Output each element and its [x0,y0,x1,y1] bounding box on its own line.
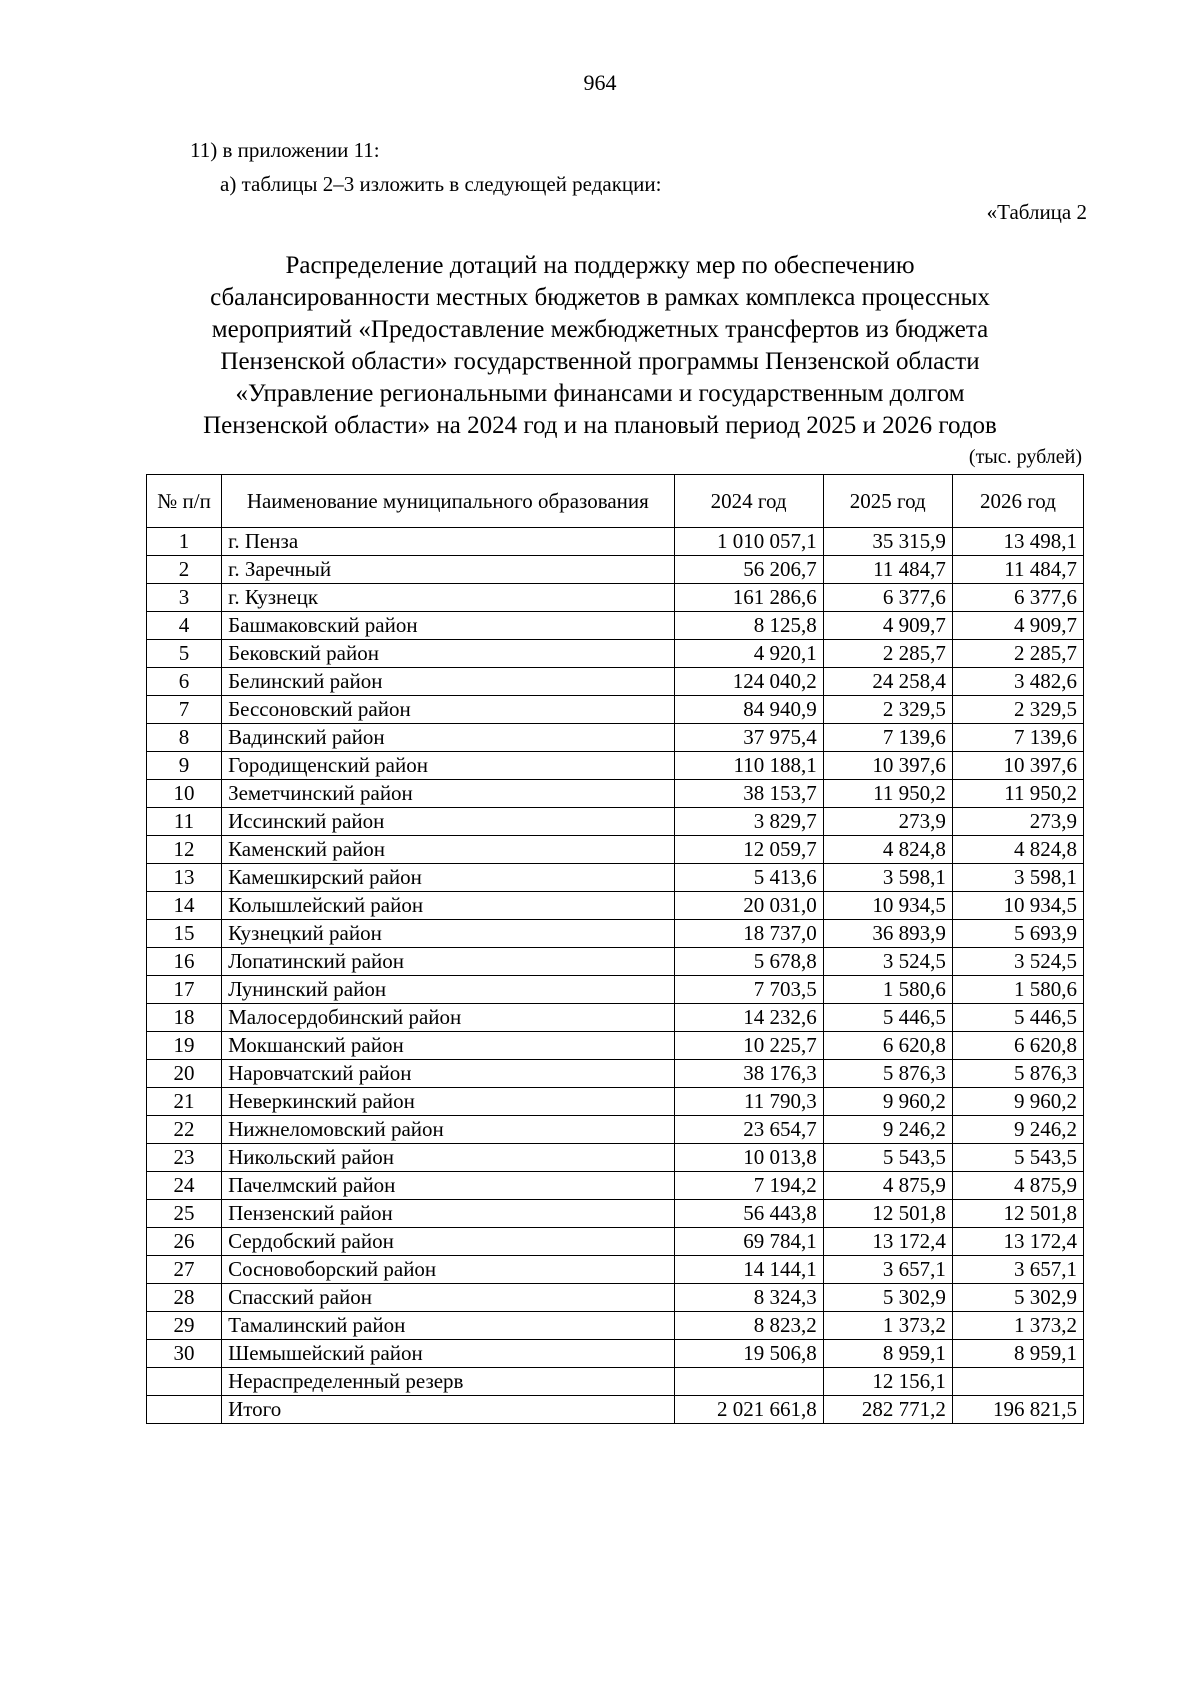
value-2026: 12 501,8 [952,1200,1083,1228]
value-2024: 56 206,7 [674,556,823,584]
value-2024: 23 654,7 [674,1116,823,1144]
table-row [147,1032,1084,1060]
municipality-name: Земетчинский район [222,780,674,808]
value-2026: 5 876,3 [952,1060,1083,1088]
value-2025: 2 285,7 [823,640,952,668]
value-2025: 282 771,2 [823,1396,952,1424]
value-2024: 8 324,3 [674,1284,823,1312]
units-label: (тыс. рублей) [968,446,1082,468]
value-2025: 4 875,9 [823,1172,952,1200]
value-2026: 11 950,2 [952,780,1083,808]
value-2024: 8 823,2 [674,1312,823,1340]
row-number: 12 [147,836,222,864]
municipality-name: Шемышейский район [222,1340,674,1368]
table-body [147,528,1084,1424]
value-2025: 5 446,5 [823,1004,952,1032]
row-number: 15 [147,920,222,948]
value-2024: 10 013,8 [674,1144,823,1172]
value-2025: 13 172,4 [823,1228,952,1256]
value-2024 [674,1368,823,1396]
municipality-name: Наровчатский район [222,1060,674,1088]
header-2026: 2026 год [952,475,1083,528]
row-number: 2 [147,556,222,584]
row-number: 3 [147,584,222,612]
table-row [147,1256,1084,1284]
value-2026: 9 246,2 [952,1116,1083,1144]
value-2025: 4 909,7 [823,612,952,640]
row-number: 20 [147,1060,222,1088]
table-row [147,780,1084,808]
value-2026: 3 657,1 [952,1256,1083,1284]
row-number: 22 [147,1116,222,1144]
table-row [147,836,1084,864]
value-2024: 2 021 661,8 [674,1396,823,1424]
row-number: 21 [147,1088,222,1116]
value-2024: 84 940,9 [674,696,823,724]
value-2024: 14 144,1 [674,1256,823,1284]
value-2026: 5 302,9 [952,1284,1083,1312]
row-number [147,1396,222,1424]
table-row [147,864,1084,892]
value-2024: 8 125,8 [674,612,823,640]
value-2026: 13 498,1 [952,528,1083,556]
value-2026: 3 598,1 [952,864,1083,892]
value-2026: 6 620,8 [952,1032,1083,1060]
value-2026: 1 373,2 [952,1312,1083,1340]
value-2026: 7 139,6 [952,724,1083,752]
value-2024: 11 790,3 [674,1088,823,1116]
row-number: 7 [147,696,222,724]
municipality-name: Бессоновский район [222,696,674,724]
municipality-name: г. Кузнецк [222,584,674,612]
value-2026: 4 824,8 [952,836,1083,864]
value-2026: 5 693,9 [952,920,1083,948]
table-row [147,556,1084,584]
value-2024: 18 737,0 [674,920,823,948]
value-2026: 8 959,1 [952,1340,1083,1368]
municipality-name: Мокшанский район [222,1032,674,1060]
value-2026: 11 484,7 [952,556,1083,584]
value-2025: 4 824,8 [823,836,952,864]
table-row [147,1144,1084,1172]
appendix-line: 11) в приложении 11: [190,138,380,162]
table-row [147,808,1084,836]
value-2026: 5 446,5 [952,1004,1083,1032]
table-row [147,668,1084,696]
row-number: 17 [147,976,222,1004]
municipality-name: Каменский район [222,836,674,864]
title-line: сбалансированности местных бюджетов в рамках комплекса процессных [210,284,990,311]
value-2026: 10 397,6 [952,752,1083,780]
value-2024: 124 040,2 [674,668,823,696]
value-2026: 4 909,7 [952,612,1083,640]
table-header-row [147,475,1084,528]
table-row [147,724,1084,752]
table-row [147,1116,1084,1144]
table-label: «Таблица 2 [986,200,1087,224]
value-2026: 3 524,5 [952,948,1083,976]
municipality-name: Малосердобинский район [222,1004,674,1032]
value-2026: 13 172,4 [952,1228,1083,1256]
value-2024: 56 443,8 [674,1200,823,1228]
header-municipality: Наименование муниципального образования [222,475,674,528]
table-row [147,1340,1084,1368]
value-2024: 20 031,0 [674,892,823,920]
table-row [147,1088,1084,1116]
municipality-name: Никольский район [222,1144,674,1172]
municipality-name: Иссинский район [222,808,674,836]
value-2025: 6 377,6 [823,584,952,612]
table-row [147,1004,1084,1032]
row-number [147,1368,222,1396]
value-2024: 10 225,7 [674,1032,823,1060]
municipality-name: Лопатинский район [222,948,674,976]
row-number: 16 [147,948,222,976]
value-2026: 10 934,5 [952,892,1083,920]
table-row [147,920,1084,948]
value-2025: 5 876,3 [823,1060,952,1088]
row-number: 24 [147,1172,222,1200]
value-2025: 273,9 [823,808,952,836]
row-number: 9 [147,752,222,780]
row-number: 14 [147,892,222,920]
value-2024: 69 784,1 [674,1228,823,1256]
value-2024: 12 059,7 [674,836,823,864]
municipality-name: Кузнецкий район [222,920,674,948]
municipality-name: Камешкирский район [222,864,674,892]
municipality-name: Лунинский район [222,976,674,1004]
row-number: 5 [147,640,222,668]
value-2026: 196 821,5 [952,1396,1083,1424]
value-2025: 2 329,5 [823,696,952,724]
municipality-name: Пачелмский район [222,1172,674,1200]
table-row [147,1312,1084,1340]
row-number: 23 [147,1144,222,1172]
value-2024: 5 678,8 [674,948,823,976]
value-2024: 3 829,7 [674,808,823,836]
row-number: 27 [147,1256,222,1284]
table-row [147,1200,1084,1228]
row-number: 25 [147,1200,222,1228]
row-number: 18 [147,1004,222,1032]
instruction-line: а) таблицы 2–3 изложить в следующей редакции: [220,172,662,196]
row-number: 19 [147,1032,222,1060]
value-2026: 3 482,6 [952,668,1083,696]
value-2025: 6 620,8 [823,1032,952,1060]
value-2025: 3 524,5 [823,948,952,976]
municipality-name: Итого [222,1396,674,1424]
value-2025: 5 543,5 [823,1144,952,1172]
municipality-name: Спасский район [222,1284,674,1312]
table-row [147,696,1084,724]
value-2024: 7 194,2 [674,1172,823,1200]
row-number: 10 [147,780,222,808]
value-2024: 37 975,4 [674,724,823,752]
municipality-name: г. Заречный [222,556,674,584]
value-2025: 8 959,1 [823,1340,952,1368]
table-row [147,1172,1084,1200]
value-2024: 161 286,6 [674,584,823,612]
municipality-name: Сердобский район [222,1228,674,1256]
municipality-name: Башмаковский район [222,612,674,640]
value-2024: 38 153,7 [674,780,823,808]
row-number: 29 [147,1312,222,1340]
value-2025: 11 950,2 [823,780,952,808]
municipality-name: Пензенский район [222,1200,674,1228]
table-row [147,1228,1084,1256]
distribution-table [146,474,1084,1424]
header-2024: 2024 год [674,475,823,528]
value-2025: 10 934,5 [823,892,952,920]
value-2026: 1 580,6 [952,976,1083,1004]
table-row [147,752,1084,780]
municipality-name: Вадинский район [222,724,674,752]
row-number: 1 [147,528,222,556]
value-2026: 2 329,5 [952,696,1083,724]
header-number: № п/п [147,475,222,528]
value-2025: 5 302,9 [823,1284,952,1312]
table-row [147,1368,1084,1396]
value-2024: 19 506,8 [674,1340,823,1368]
row-number: 13 [147,864,222,892]
header-2025: 2025 год [823,475,952,528]
value-2025: 3 657,1 [823,1256,952,1284]
value-2024: 4 920,1 [674,640,823,668]
value-2025: 12 501,8 [823,1200,952,1228]
value-2025: 24 258,4 [823,668,952,696]
table-row [147,612,1084,640]
table-row [147,640,1084,668]
title-line: «Управление региональными финансами и государственным долгом [235,380,965,407]
table-row [147,948,1084,976]
title-line: Пензенской области» государственной программы Пензенской области [220,348,980,375]
value-2026: 9 960,2 [952,1088,1083,1116]
row-number: 8 [147,724,222,752]
value-2025: 10 397,6 [823,752,952,780]
row-number: 28 [147,1284,222,1312]
municipality-name: Нижнеломовский район [222,1116,674,1144]
value-2026 [952,1368,1083,1396]
row-number: 30 [147,1340,222,1368]
title-line: Распределение дотаций на поддержку мер по обеспечению [285,252,915,279]
value-2025: 11 484,7 [823,556,952,584]
municipality-name: Сосновоборский район [222,1256,674,1284]
value-2024: 38 176,3 [674,1060,823,1088]
value-2025: 9 960,2 [823,1088,952,1116]
municipality-name: Городищенский район [222,752,674,780]
value-2024: 1 010 057,1 [674,528,823,556]
title-line: мероприятий «Предоставление межбюджетных трансфертов из бюджета [211,316,989,343]
value-2024: 14 232,6 [674,1004,823,1032]
value-2026: 273,9 [952,808,1083,836]
value-2025: 1 373,2 [823,1312,952,1340]
value-2026: 5 543,5 [952,1144,1083,1172]
municipality-name: Бековский район [222,640,674,668]
value-2024: 7 703,5 [674,976,823,1004]
title-line: Пензенской области» на 2024 год и на плановый период 2025 и 2026 годов [203,412,997,439]
municipality-name: г. Пенза [222,528,674,556]
value-2025: 3 598,1 [823,864,952,892]
table-row [147,976,1084,1004]
table-row [147,892,1084,920]
table-row [147,1396,1084,1424]
value-2026: 2 285,7 [952,640,1083,668]
row-number: 6 [147,668,222,696]
document-title [130,250,1070,442]
row-number: 11 [147,808,222,836]
value-2025: 9 246,2 [823,1116,952,1144]
value-2025: 35 315,9 [823,528,952,556]
value-2026: 4 875,9 [952,1172,1083,1200]
value-2025: 7 139,6 [823,724,952,752]
row-number: 26 [147,1228,222,1256]
municipality-name: Тамалинский район [222,1312,674,1340]
table-row [147,1284,1084,1312]
municipality-name: Белинский район [222,668,674,696]
table-row [147,1060,1084,1088]
municipality-name: Неверкинский район [222,1088,674,1116]
value-2025: 36 893,9 [823,920,952,948]
table-row [147,528,1084,556]
value-2025: 12 156,1 [823,1368,952,1396]
municipality-name: Нераспределенный резерв [222,1368,674,1396]
municipality-name: Колышлейский район [222,892,674,920]
table-row [147,584,1084,612]
value-2024: 110 188,1 [674,752,823,780]
value-2024: 5 413,6 [674,864,823,892]
row-number: 4 [147,612,222,640]
page-number: 964 [583,70,617,95]
value-2025: 1 580,6 [823,976,952,1004]
value-2026: 6 377,6 [952,584,1083,612]
